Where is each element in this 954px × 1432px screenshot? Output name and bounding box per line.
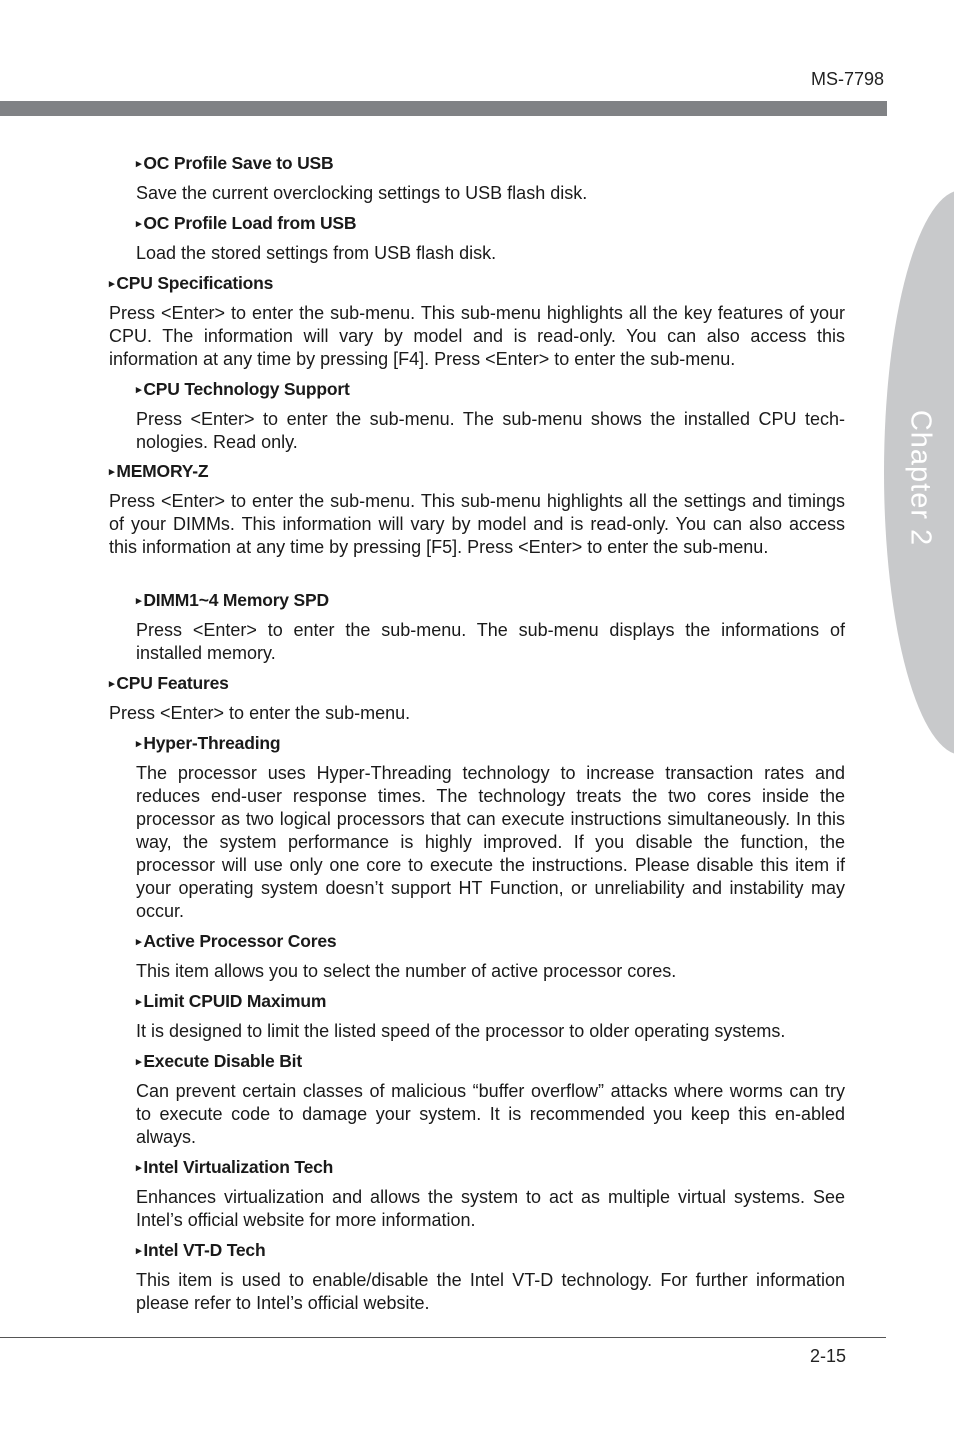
bullet-arrow-icon: ▸ — [136, 996, 142, 1008]
section-text: Load the stored settings from USB flash disk. — [136, 243, 497, 263]
section-active-processor-cores — [136, 930, 845, 983]
section-text: Can prevent certain classes of malicious “buffer overflow” attacks where worms can try to execute code to damage your system. It is recommended you keep this en-abled always. — [136, 1081, 845, 1147]
bullet-arrow-icon: ▸ — [136, 1056, 142, 1068]
section-hyper-threading — [136, 732, 845, 923]
section-text: Press <Enter> to enter the sub-menu. The sub-menu displays the informations of installed memory. — [136, 620, 845, 663]
section-heading: ▸ DIMM1~4 Memory SPD — [136, 590, 329, 610]
footer-rule — [0, 1337, 886, 1338]
bullet-arrow-icon: ▸ — [136, 1245, 142, 1257]
section-heading: ▸ Hyper-Threading — [136, 733, 281, 753]
section-oc-profile-save — [136, 152, 845, 205]
section-text: It is designed to limit the listed speed of the processor to older operating systems. — [136, 1021, 786, 1041]
page-number: 2-15 — [809, 1346, 846, 1366]
section-text: Press <Enter> to enter the sub-menu. The sub-menu shows the installed CPU tech-nologies. Read only. — [136, 409, 845, 452]
bullet-arrow-icon: ▸ — [109, 678, 115, 690]
section-dimm-memory-spd — [136, 589, 845, 665]
section-heading: ▸ OC Profile Save to USB — [136, 153, 334, 173]
section-heading: ▸ Active Processor Cores — [136, 931, 337, 951]
bullet-arrow-icon: ▸ — [136, 384, 142, 396]
section-memory-z — [109, 460, 845, 559]
section-heading: ▸ CPU Technology Support — [136, 379, 350, 399]
section-heading: ▸ Intel VT-D Tech — [136, 1240, 266, 1260]
header-bar — [0, 101, 887, 116]
section-heading: ▸ Execute Disable Bit — [136, 1051, 302, 1071]
section-heading: ▸ CPU Specifications — [109, 273, 274, 293]
section-text: Press <Enter> to enter the sub-menu. — [109, 703, 411, 723]
section-cpu-features — [109, 672, 845, 725]
section-cpu-specifications — [109, 272, 845, 371]
section-text: Press <Enter> to enter the sub-menu. This sub-menu highlights all the settings and timings of your DIMMs. This information will vary by model and is read-only. You can also access this information at any time by pressing [F5]. Press <Enter> to enter the sub-menu. — [109, 491, 845, 557]
section-heading: ▸ OC Profile Load from USB — [136, 213, 357, 233]
section-text: This item allows you to select the number of active processor cores. — [136, 961, 677, 981]
model-number: MS-7798 — [810, 69, 884, 89]
chapter-label: Chapter 2 — [904, 409, 937, 547]
section-text: Enhances virtualization and allows the system to act as multiple virtual systems. See Intel’s official website for more information. — [136, 1187, 845, 1230]
bullet-arrow-icon: ▸ — [136, 936, 142, 948]
bullet-arrow-icon: ▸ — [136, 595, 142, 607]
bullet-arrow-icon: ▸ — [136, 1162, 142, 1174]
section-intel-virtualization-tech — [136, 1156, 845, 1232]
section-limit-cpuid-maximum — [136, 990, 845, 1043]
bullet-arrow-icon: ▸ — [136, 218, 142, 230]
section-text: The processor uses Hyper-Threading technology to increase transaction rates and reduces end-user response times. The technology treats the two cores inside the processor as two logical processors that can execute instructions simultaneously. In this way, the system performance is highly improved. If you disable the function, the processor will use only one core to execute the instructions. Please disable this item if your operating system doesn’t support HT Function, or unreliability and instability may occur. — [136, 763, 845, 921]
section-text: This item is used to enable/disable the Intel VT-D technology. For further information please refer to Intel’s official website. — [136, 1270, 845, 1313]
section-execute-disable-bit — [136, 1050, 845, 1149]
section-text: Save the current overclocking settings to USB flash disk. — [136, 183, 588, 203]
section-heading: ▸ MEMORY-Z — [109, 461, 209, 481]
section-heading: ▸ CPU Features — [109, 673, 229, 693]
bullet-arrow-icon: ▸ — [136, 158, 142, 170]
bullet-arrow-icon: ▸ — [136, 738, 142, 750]
section-text: Press <Enter> to enter the sub-menu. This sub-menu highlights all the key features of your CPU. The information will vary by model and is read-only. You can also access this information at any time by pressing [F4]. Press <Enter> to enter the sub-menu. — [109, 303, 845, 369]
bullet-arrow-icon: ▸ — [109, 278, 115, 290]
section-heading: ▸ Intel Virtualization Tech — [136, 1157, 334, 1177]
section-intel-vt-d-tech — [136, 1239, 845, 1315]
bullet-arrow-icon: ▸ — [109, 466, 115, 478]
section-heading: ▸ Limit CPUID Maximum — [136, 991, 327, 1011]
section-cpu-technology-support — [136, 378, 845, 454]
section-oc-profile-load — [136, 212, 845, 265]
